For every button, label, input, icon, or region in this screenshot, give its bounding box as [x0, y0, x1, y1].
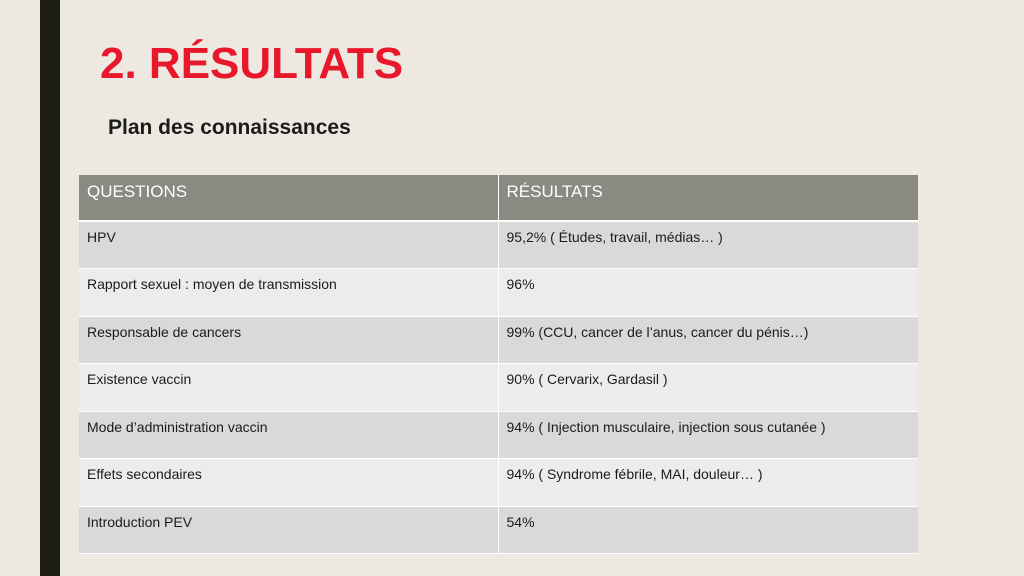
result-cell: 90% ( Cervarix, Gardasil )	[498, 364, 918, 412]
question-cell: Responsable de cancers	[79, 316, 498, 364]
table-row	[79, 221, 918, 269]
table-row	[79, 316, 918, 364]
header-resultats: RÉSULTATS	[498, 175, 918, 221]
result-cell: 54%	[498, 506, 918, 554]
question-cell: Effets secondaires	[79, 459, 498, 507]
table-row	[79, 411, 918, 459]
result-cell: 94% ( Injection musculaire, injection sous cutanée )	[498, 411, 918, 459]
question-cell: HPV	[79, 221, 498, 269]
question-cell: Introduction PEV	[79, 506, 498, 554]
result-cell: 96%	[498, 269, 918, 317]
header-questions: QUESTIONS	[79, 175, 498, 221]
table-row	[79, 459, 918, 507]
question-cell: Rapport sexuel : moyen de transmission	[79, 269, 498, 317]
table-header-row	[79, 175, 918, 221]
result-cell: 99% (CCU, cancer de l’anus, cancer du pénis…)	[498, 316, 918, 364]
result-cell: 94% ( Syndrome fébrile, MAI, douleur… )	[498, 459, 918, 507]
slide-subtitle: Plan des connaissances	[108, 116, 351, 139]
question-cell: Existence vaccin	[79, 364, 498, 412]
table-row	[79, 364, 918, 412]
decorative-side-bar	[40, 0, 60, 576]
table-row	[79, 506, 918, 554]
slide-title: 2. RÉSULTATS	[100, 39, 404, 88]
table-row	[79, 269, 918, 317]
result-cell: 95,2% ( Études, travail, médias… )	[498, 221, 918, 269]
question-cell: Mode d’administration vaccin	[79, 411, 498, 459]
results-table	[79, 175, 918, 554]
